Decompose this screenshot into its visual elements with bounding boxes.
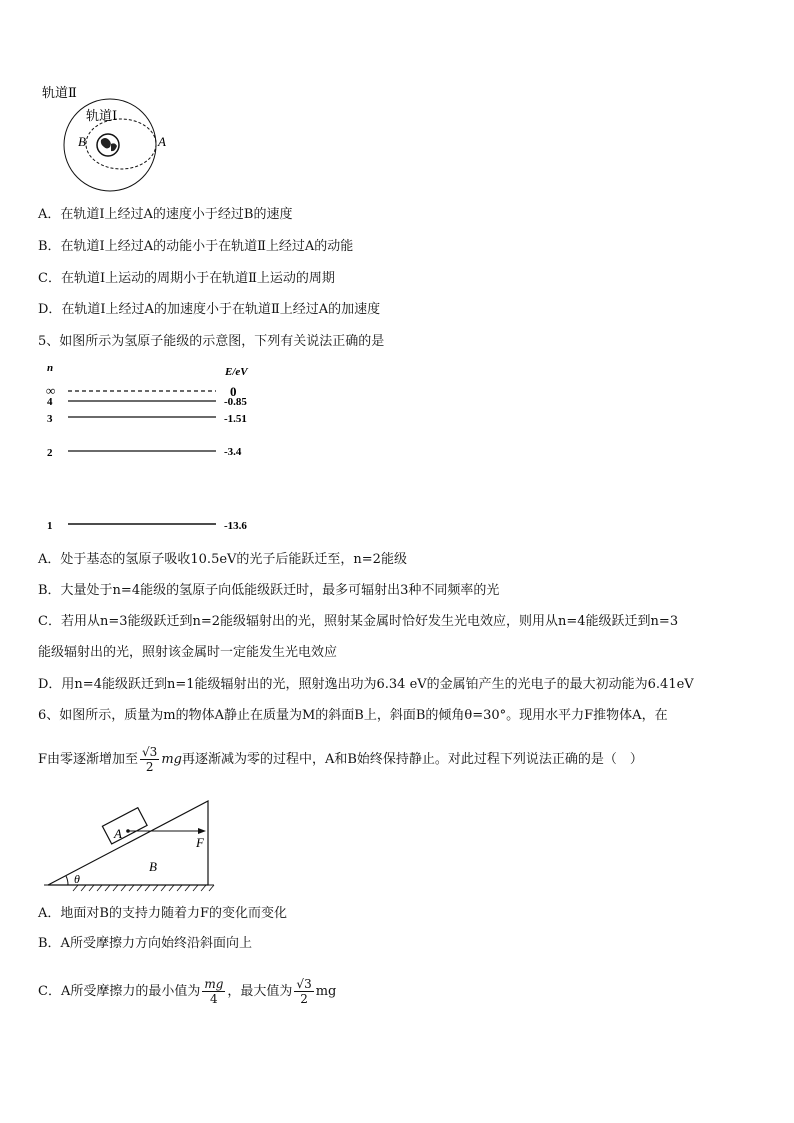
q6-option-c-post: mg [315,984,337,999]
fraction-numerator: √3 [296,977,312,991]
q6-option-c-pre: C．A所受摩擦力的最小值为 [38,984,201,999]
q6-stem-line1: 6、如图所示，质量为m的物体A静止在质量为M的斜面B上，斜面B的倾角θ=30°。现用水平力F推物体A，在 [38,708,668,723]
e-axis-label: E/eV [225,366,248,378]
ground-hatching [73,885,214,891]
level-e-2: -3.4 [224,446,242,458]
level-n-3: 3 [47,413,53,425]
fraction-denominator: 2 [145,760,154,774]
orbit-ii-label: 轨道Ⅱ [42,85,77,100]
fraction-denominator: 4 [210,992,218,1006]
q4-option-a: A．在轨道Ⅰ上经过A的速度小于经过B的速度 [38,207,293,222]
q5-option-a: A．处于基态的氢原子吸收10.5eV的光子后能跃迁至，n=2能级 [38,552,407,567]
angle-label: θ [74,872,80,886]
energy-level-diagram [38,360,278,538]
q5-stem: 5、如图所示为氢原子能级的示意图，下列有关说法正确的是 [38,334,385,349]
q6-option-c-fraction-max [294,977,313,1006]
q4-option-c: C．在轨道Ⅰ上运动的周期小于在轨道Ⅱ上运动的周期 [38,271,335,286]
n-axis-label: n [47,362,54,374]
fraction-numerator: mg [204,977,224,991]
level-e-3: -1.51 [224,413,247,425]
level-n-2: 2 [47,447,53,459]
fraction-numerator: √3 [142,745,158,759]
level-n-inf: ∞ [46,383,56,398]
level-e-inf: 0 [230,384,237,399]
q6-stem-pre: F由零逐渐增加至 [38,752,139,767]
q6-option-a: A．地面对B的支持力随着力F的变化而变化 [38,906,287,921]
point-a-label: A [158,134,166,149]
orbit-i-label: 轨道Ⅰ [86,108,118,123]
level-e-4: -0.85 [224,396,247,408]
q6-stem-post: 再逐渐减为零的过程中，A和B始终保持静止。对此过程下列说法正确的是（ ） [181,752,643,767]
q5-option-d: D．用n=4能级跃迁到n=1能级辐射出的光，照射逸出功为6.34 eV的金属铂产生的光电子的最大初动能为6.41eV [38,677,694,692]
q5-option-b: B．大量处于n=4能级的氢原子向低能级跃迁时，最多可辐射出3种不同频率的光 [38,583,500,598]
q4-option-b: B．在轨道Ⅰ上经过A的动能小于在轨道Ⅱ上经过A的动能 [38,239,354,254]
incline-figure [38,795,228,895]
q6-stem-line2 [38,742,643,778]
q6-stem-mg: mg [161,752,182,767]
level-e-1: -13.6 [224,520,247,532]
incline-label: B [149,859,157,874]
q6-option-c-fraction-min [202,977,225,1006]
q6-option-b: B．A所受摩擦力方向始终沿斜面向上 [38,936,252,951]
fraction-denominator: 2 [300,992,308,1006]
level-n-4: 4 [47,396,53,408]
earth-icon [97,134,119,156]
level-n-1: 1 [47,520,53,532]
q5-option-c-line1: C．若用从n=3能级跃迁到n=2能级辐射出的光，照射某金属时恰好发生光电效应，则用从n=4能级跃迁到n=3 [38,614,679,629]
orbit-figure [38,80,178,195]
q6-option-c-mid: ，最大值为 [227,984,293,999]
block-a-label: A [114,826,122,841]
q6-fraction [140,745,159,774]
force-label: F [196,835,204,850]
q6-option-c [38,972,336,1012]
q5-option-c-line2: 能级辐射出的光，照射该金属时一定能发生光电效应 [38,645,338,660]
q4-option-d: D．在轨道Ⅰ上经过A的加速度小于在轨道Ⅱ上经过A的加速度 [38,302,381,317]
point-b-label: B [78,134,86,149]
